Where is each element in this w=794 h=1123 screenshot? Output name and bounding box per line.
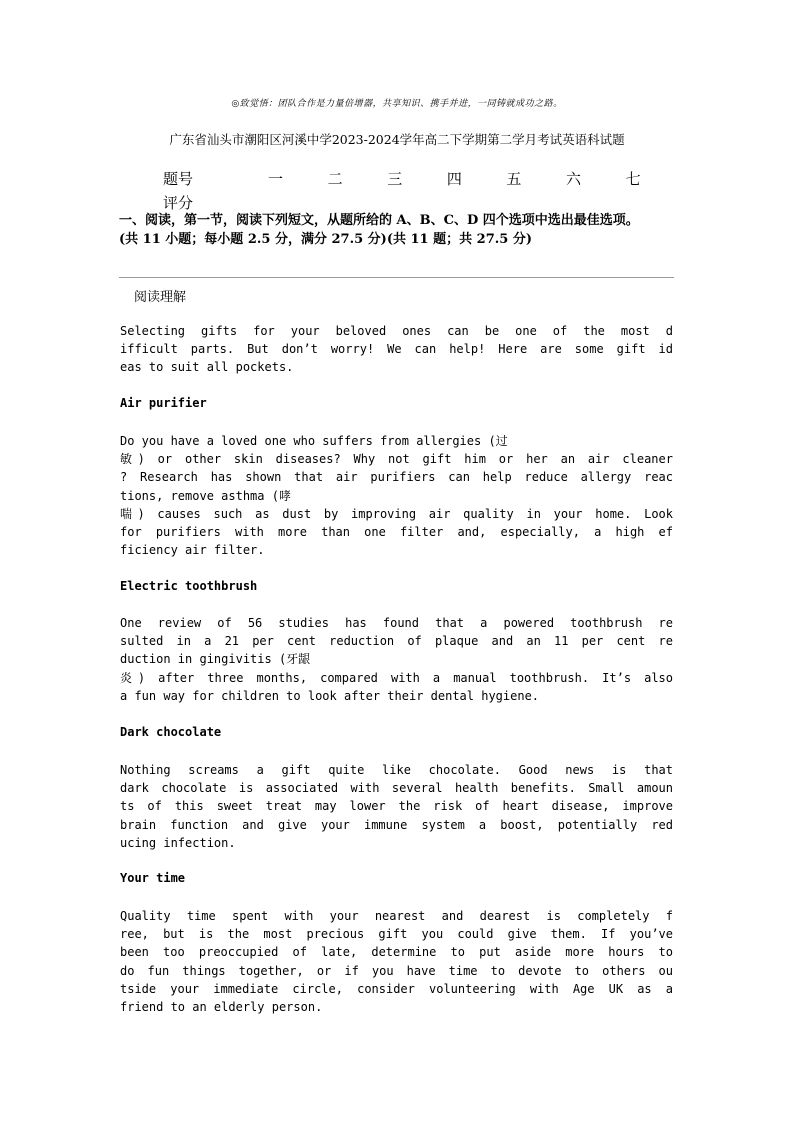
passage-intro bbox=[120, 322, 673, 377]
paragraph-electric-toothbrush bbox=[120, 614, 673, 705]
score-col-4: 四 bbox=[446, 169, 462, 188]
score-row-label: 评分 bbox=[163, 193, 194, 212]
text-line: Selecting gifts for your beloved ones can be one of the most d bbox=[120, 324, 673, 338]
section-instructions bbox=[119, 211, 679, 249]
text-line: brain function and give your immune system a boost, potentially red bbox=[120, 817, 673, 832]
text-line: ucing infection. bbox=[120, 835, 236, 850]
text-line: for purifiers with more than one filter and, especially, a high ef bbox=[120, 524, 673, 539]
text-line: 炎) after three months, compared with a manual toothbrush. It’s also bbox=[120, 670, 673, 685]
text-line: Quality time spent with your nearest and dearest is completely f bbox=[120, 909, 673, 923]
text-line: sulted in a 21 per cent reduction of plaque and an 11 per cent re bbox=[120, 634, 673, 649]
text-line: ficiency air filter. bbox=[120, 543, 265, 558]
paragraph-dark-chocolate bbox=[120, 761, 673, 852]
text-line: duction in gingivitis (牙龈 bbox=[120, 652, 311, 667]
exam-title: 广东省汕头市潮阳区河溪中学2023-2024学年高二下学期第二学月考试英语科试题 bbox=[169, 132, 625, 147]
text-line: tions, remove asthma (哮 bbox=[120, 488, 291, 503]
subheading: Electric toothbrush bbox=[120, 579, 258, 593]
text-line: do fun things together, or if you have time to devote to others ou bbox=[120, 963, 673, 978]
reading-comprehension-label: 阅读理解 bbox=[134, 290, 187, 305]
score-col-1: 一 bbox=[267, 169, 283, 188]
text-line: ? Research has shown that air purifiers can help reduce allergy reac bbox=[120, 470, 673, 485]
score-col-6: 六 bbox=[566, 169, 582, 188]
text-line: ifficult parts. But don’t worry! We can help! Here are some gift id bbox=[120, 342, 673, 357]
score-row-numbers bbox=[163, 166, 663, 190]
text-line: Nothing screams a gift quite like chocolate. Good news is that bbox=[120, 763, 673, 777]
paragraph-air-purifier bbox=[120, 432, 673, 559]
subheading: Dark chocolate bbox=[120, 725, 222, 739]
subheading: Your time bbox=[120, 871, 186, 885]
section-instruction-line: (共 11 小题；每小题 2.5 分，满分 27.5 分)(共 11 题；共 27.5 分) bbox=[119, 232, 532, 247]
text-line: a fun way for children to look after their dental hygiene. bbox=[120, 688, 540, 703]
text-line: dark chocolate is associated with several health benefits. Small amoun bbox=[120, 781, 673, 796]
section-instruction-line: 一、阅读，第一节，阅读下列短文，从题所给的 A、B、C、D 四个选项中选出最佳选项。 bbox=[119, 213, 639, 228]
text-line: One review of 56 studies has found that a powered toothbrush re bbox=[120, 616, 673, 630]
score-row-label: 题号 bbox=[163, 169, 194, 188]
paragraph-your-time bbox=[120, 907, 673, 1016]
text-line: friend to an elderly person. bbox=[120, 999, 323, 1014]
text-line: 喘) causes such as dust by improving air quality in your home. Look bbox=[120, 506, 673, 521]
text-line: been too preoccupied of late, determine to put aside more hours to bbox=[120, 945, 673, 960]
divider bbox=[119, 277, 674, 278]
score-col-3: 三 bbox=[387, 169, 403, 188]
subheading: Air purifier bbox=[120, 396, 207, 410]
text-line: eas to suit all pockets. bbox=[120, 360, 294, 375]
score-col-7: 七 bbox=[625, 169, 641, 188]
text-line: Do you have a loved one who suffers from allergies (过 bbox=[120, 434, 508, 448]
score-col-5: 五 bbox=[506, 169, 522, 188]
header-motto: ◎致觉悟：团队合作是力量倍增器，共享知识、携手并进，一同铸就成功之路。 bbox=[231, 99, 563, 109]
text-line: tside your immediate circle, consider volunteering with Age UK as a bbox=[120, 981, 673, 996]
text-line: 敏) or other skin diseases? Why not gift him or her an air cleaner bbox=[120, 452, 673, 467]
text-line: ts of this sweet treat may lower the risk of heart disease, improve bbox=[120, 799, 673, 814]
score-table bbox=[163, 166, 663, 214]
score-col-2: 二 bbox=[327, 169, 343, 188]
text-line: ree, but is the most precious gift you could give them. If you’ve bbox=[120, 927, 673, 942]
